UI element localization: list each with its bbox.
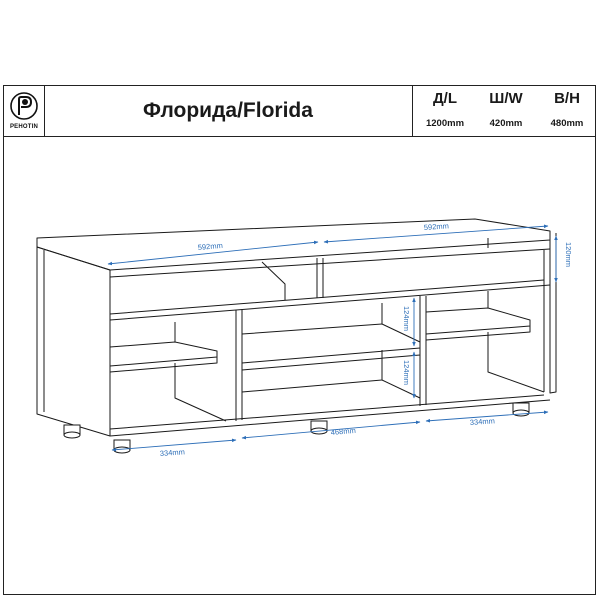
label-top-right: 592mm (423, 221, 450, 232)
leg-left-back (64, 425, 80, 438)
logo-text: PEHOTIN (9, 124, 39, 130)
leg-center (311, 421, 327, 434)
length-label: Д/L (432, 90, 458, 107)
left-shelf (110, 342, 217, 366)
top-panel-front-edge (37, 247, 110, 277)
width-value: 420mm (489, 118, 523, 129)
label-bottom-left: 334mm (159, 447, 186, 458)
width-label: Ш/W (489, 90, 523, 107)
label-bottom-right: 334mm (469, 416, 496, 427)
right-center-divider (420, 296, 426, 406)
label-mid-lower: 124mm (402, 360, 411, 386)
right-shelf (426, 308, 530, 334)
left-center-divider (236, 309, 242, 421)
dimension-labels (160, 221, 573, 458)
product-title: Флорида/Florida (143, 99, 313, 122)
upper-shelf (110, 280, 550, 320)
length-value: 1200mm (425, 118, 465, 129)
label-top-left: 592mm (197, 240, 224, 252)
cabinet-outline (37, 219, 556, 436)
height-value: 480mm (550, 118, 584, 129)
height-label: В/Н (554, 90, 580, 107)
cabinet-legs (64, 403, 529, 453)
right-side-panel (550, 233, 556, 393)
label-top-height: 120mm (564, 242, 573, 268)
label-mid-upper: 124mm (402, 306, 411, 332)
leg-left-front (114, 440, 130, 453)
left-side-panel (37, 247, 110, 436)
label-bottom-center: 468mm (330, 425, 357, 437)
